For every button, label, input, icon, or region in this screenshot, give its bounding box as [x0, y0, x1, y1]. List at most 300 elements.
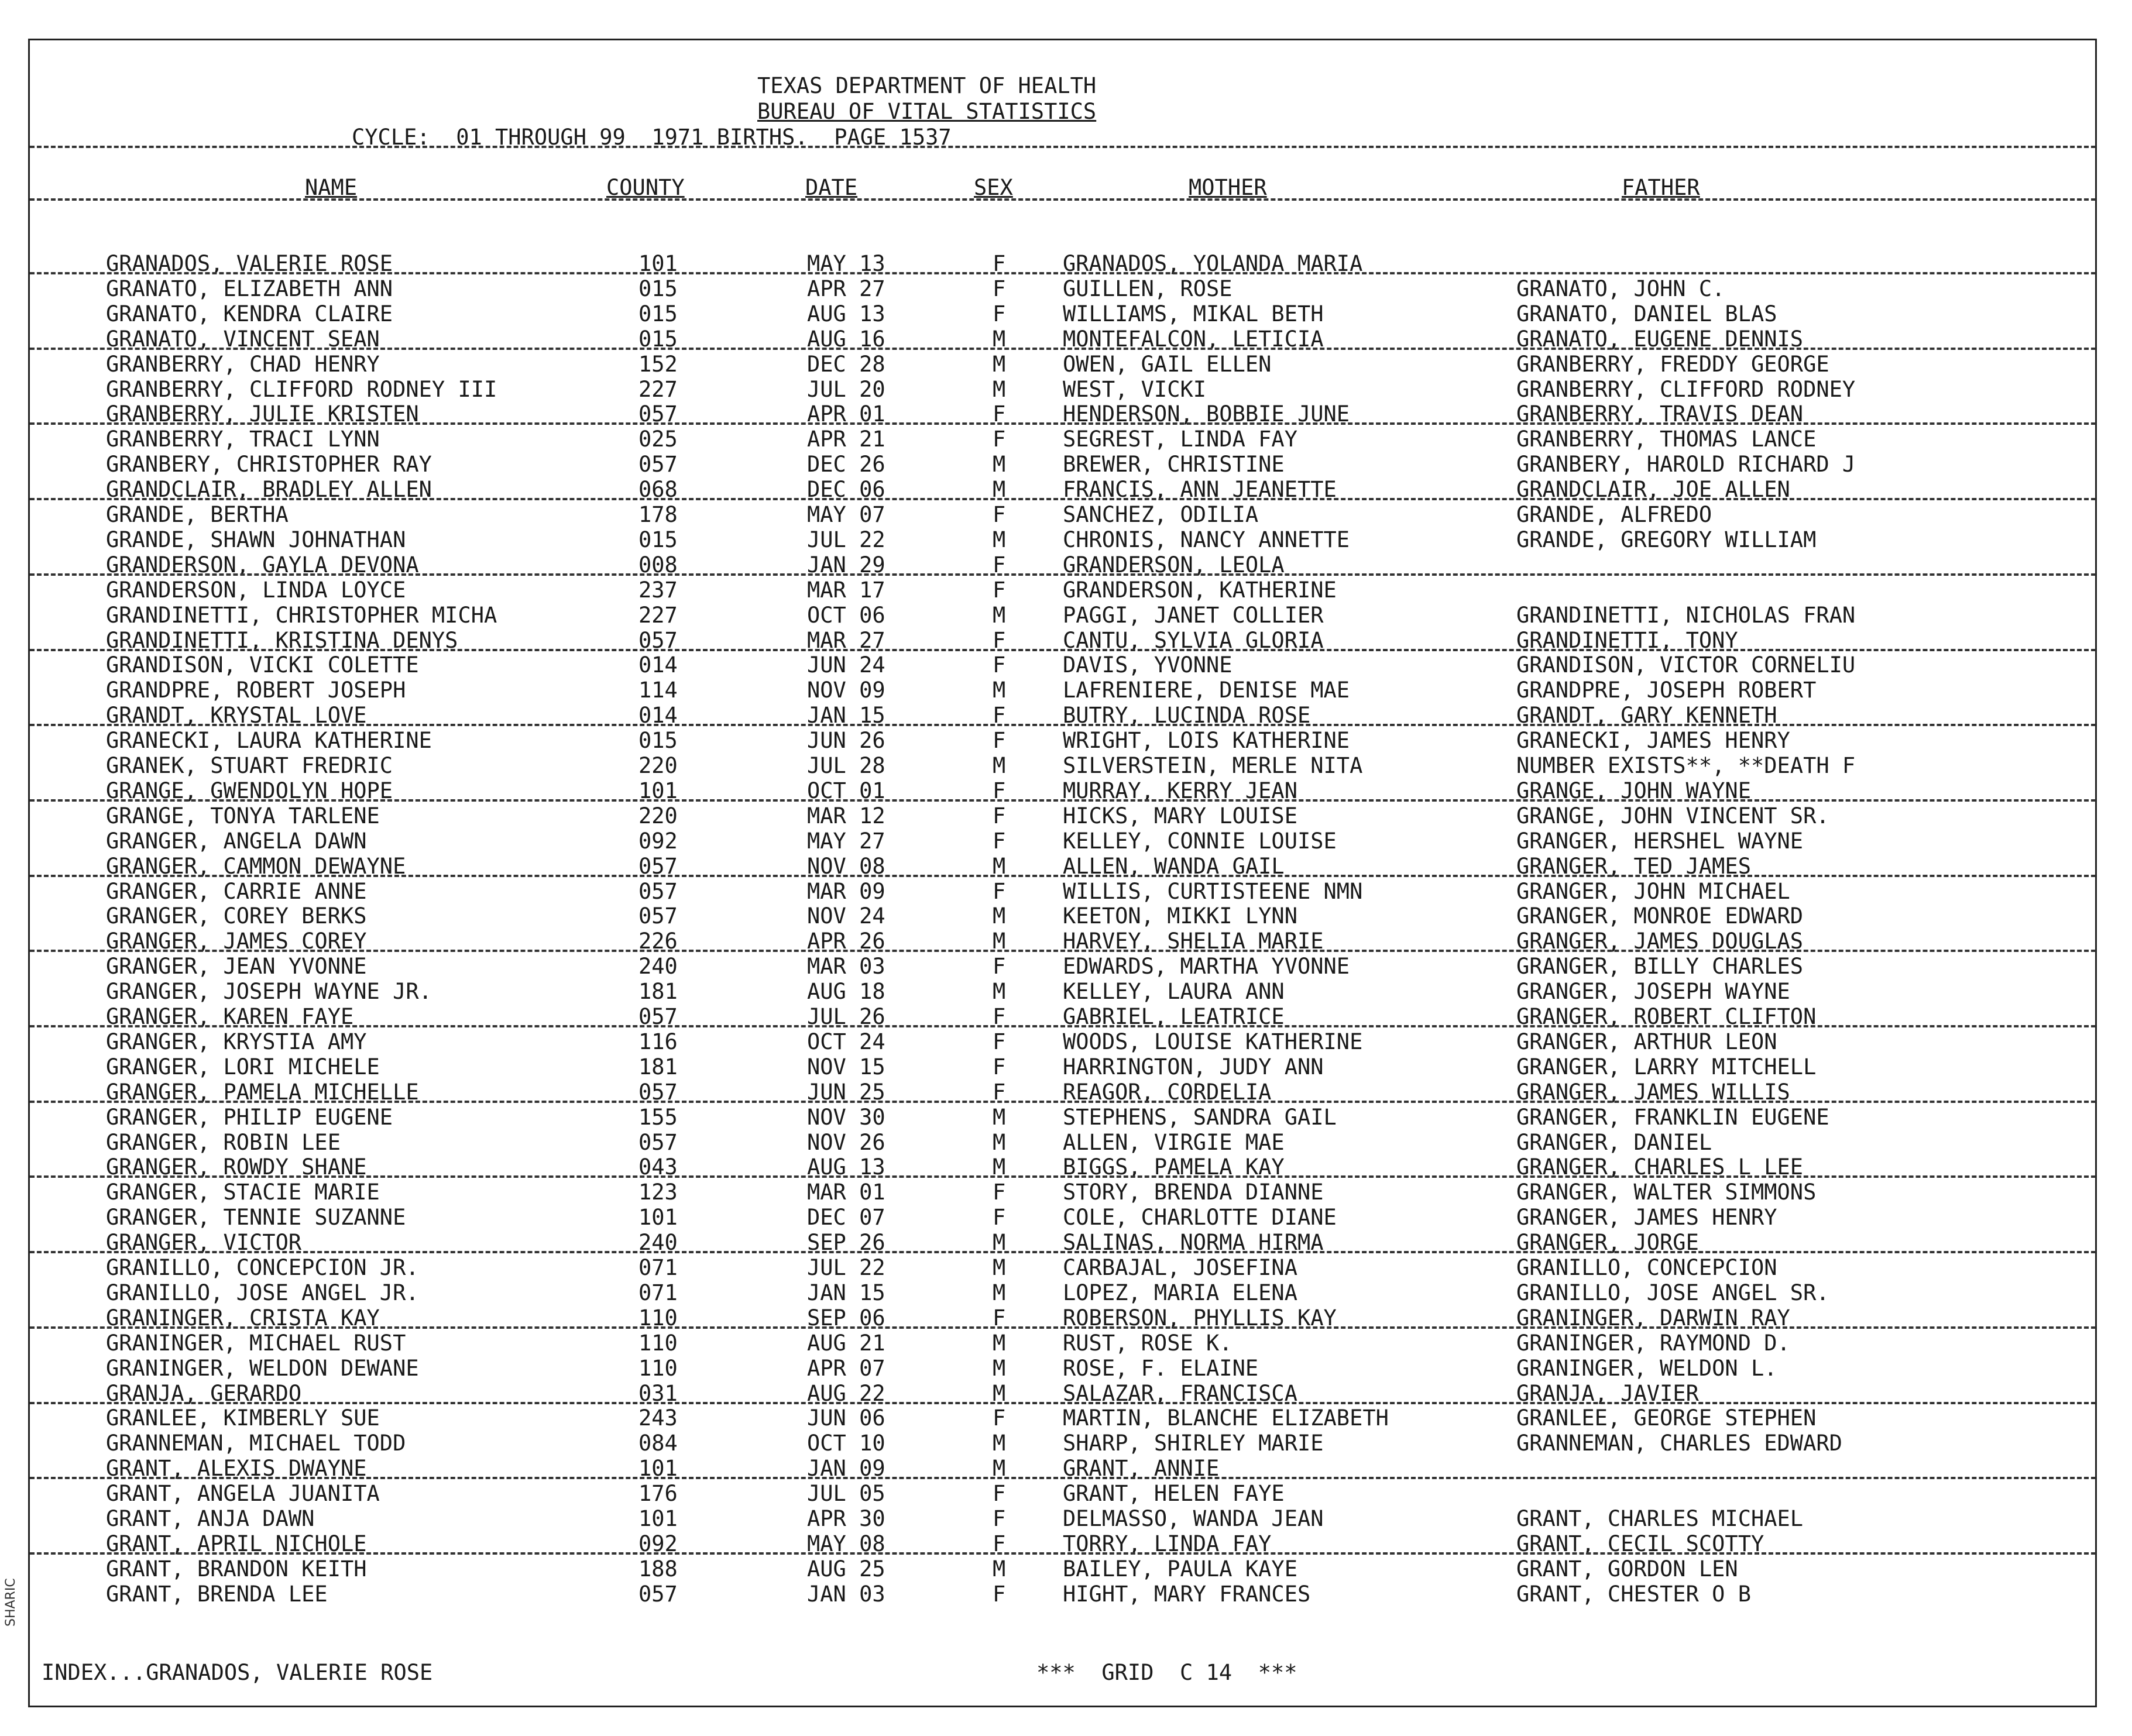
cell-father: GRANGE, JOHN WAYNE [1516, 778, 1751, 803]
cell-county: 043 [638, 1154, 678, 1180]
cell-sex: M [993, 1431, 1006, 1456]
cell-county: 057 [638, 1004, 678, 1029]
cell-mother: WILLIS, CURTISTEENE NMN [1063, 878, 1363, 904]
cell-father: GRANGER, BILLY CHARLES [1516, 954, 1804, 979]
cell-name: GRANJA, GERARDO [106, 1380, 302, 1406]
cell-county: 015 [638, 301, 678, 326]
cell-sex: F [993, 1180, 1006, 1205]
cell-county: 227 [638, 602, 678, 628]
cell-name: GRANGER, TENNIE SUZANNE [106, 1205, 406, 1230]
cell-county: 123 [638, 1180, 678, 1205]
cell-mother: HENDERSON, BOBBIE JUNE [1063, 401, 1350, 427]
cell-sex: F [993, 251, 1006, 276]
cell-name: GRANATO, KENDRA CLAIRE [106, 301, 393, 326]
cell-sex: F [993, 878, 1006, 904]
cell-father: GRANATO, DANIEL BLAS [1516, 301, 1777, 326]
row-separator [30, 1251, 2096, 1253]
cell-father: GRANT, CHESTER O B [1516, 1581, 1751, 1607]
cell-date: MAY 13 [807, 251, 885, 276]
cell-date: MAR 17 [807, 577, 885, 603]
cell-date: APR 30 [807, 1506, 885, 1531]
record-sheet [28, 39, 2097, 1707]
cell-father: GRANT, CHARLES MICHAEL [1516, 1506, 1804, 1531]
cell-date: NOV 30 [807, 1104, 885, 1130]
column-header-county: COUNTY [606, 175, 685, 200]
cell-father: GRANLEE, GEORGE STEPHEN [1516, 1405, 1817, 1431]
cell-mother: HARVEY, SHELIA MARIE [1063, 929, 1324, 954]
cell-date: JAN 03 [807, 1581, 885, 1607]
table-row [30, 1105, 2099, 1130]
cell-date: JUN 06 [807, 1405, 885, 1431]
cell-date: APR 21 [807, 427, 885, 452]
cell-county: 071 [638, 1255, 678, 1280]
cell-name: GRANT, APRIL NICHOLE [106, 1531, 367, 1556]
cell-county: 220 [638, 803, 678, 829]
cell-name: GRANGER, CARRIE ANNE [106, 878, 367, 904]
cell-mother: STORY, BRENDA DIANNE [1063, 1180, 1324, 1205]
row-separator [30, 724, 2096, 726]
cell-sex: F [993, 1029, 1006, 1054]
cell-date: JUL 05 [807, 1481, 885, 1507]
cell-sex: M [993, 1154, 1006, 1180]
cell-county: 015 [638, 728, 678, 754]
cell-name: GRANBERRY, CHAD HENRY [106, 351, 380, 377]
cell-mother: ROSE, F. ELAINE [1063, 1355, 1259, 1381]
cell-mother: STEPHENS, SANDRA GAIL [1063, 1104, 1337, 1130]
cell-mother: CHRONIS, NANCY ANNETTE [1063, 527, 1350, 552]
cell-date: JUL 22 [807, 527, 885, 552]
cell-mother: PAGGI, JANET COLLIER [1063, 602, 1324, 628]
cell-sex: F [993, 427, 1006, 452]
cell-mother: SALAZAR, FRANCISCA [1063, 1380, 1297, 1406]
cell-sex: M [993, 376, 1006, 402]
table-row [30, 1356, 2099, 1381]
cell-mother: MARTIN, BLANCHE ELIZABETH [1063, 1405, 1389, 1431]
cell-father: GRANATO, EUGENE DENNIS [1516, 326, 1804, 352]
cell-name: GRANDERSON, LINDA LOYCE [106, 577, 406, 603]
cell-mother: ALLEN, WANDA GAIL [1063, 853, 1285, 879]
table-row [30, 577, 2099, 603]
cell-mother: TORRY, LINDA FAY [1063, 1531, 1272, 1556]
cell-name: GRANECKI, LAURA KATHERINE [106, 728, 432, 754]
cell-name: GRANILLO, CONCEPCION JR. [106, 1255, 419, 1280]
table-row [30, 377, 2099, 402]
cell-date: APR 27 [807, 276, 885, 301]
cell-sex: M [993, 1330, 1006, 1356]
cell-county: 092 [638, 1531, 678, 1556]
cell-date: OCT 10 [807, 1431, 885, 1456]
cell-father: GRANGER, WALTER SIMMONS [1516, 1180, 1817, 1205]
side-label: SHARIC [4, 1578, 18, 1627]
cell-date: DEC 06 [807, 477, 885, 503]
cell-sex: M [993, 929, 1006, 954]
table-row [30, 1180, 2099, 1205]
cell-father: GRANDE, ALFREDO [1516, 502, 1712, 527]
table-row [30, 427, 2099, 452]
cell-mother: WRIGHT, LOIS KATHERINE [1063, 728, 1350, 754]
row-separator [30, 1101, 2096, 1103]
agency-title: TEXAS DEPARTMENT OF HEALTH [757, 73, 1097, 98]
cell-date: MAR 01 [807, 1180, 885, 1205]
cell-father: GRANILLO, JOSE ANGEL SR. [1516, 1280, 1829, 1305]
cell-father: GRANGER, ARTHUR LEON [1516, 1029, 1777, 1054]
cell-mother: LAFRENIERE, DENISE MAE [1063, 678, 1350, 703]
row-separator [30, 799, 2096, 802]
cell-name: GRANGER, JOSEPH WAYNE JR. [106, 979, 432, 1005]
cell-sex: F [993, 627, 1006, 653]
cell-county: 188 [638, 1556, 678, 1582]
row-separator [30, 1025, 2096, 1027]
column-header-sex: SEX [974, 175, 1013, 200]
cell-mother: DELMASSO, WANDA JEAN [1063, 1506, 1324, 1531]
cell-mother: LOPEZ, MARIA ELENA [1063, 1280, 1297, 1305]
cell-county: 155 [638, 1104, 678, 1130]
cell-name: GRANINGER, WELDON DEWANE [106, 1355, 419, 1381]
cell-sex: M [993, 678, 1006, 703]
cell-name: GRANILLO, JOSE ANGEL JR. [106, 1280, 419, 1305]
cell-county: 008 [638, 552, 678, 577]
cell-mother: BUTRY, LUCINDA ROSE [1063, 703, 1311, 728]
cell-sex: F [993, 1305, 1006, 1331]
cell-father: GRANDINETTI, NICHOLAS FRAN [1516, 602, 1856, 628]
cell-father: GRANGE, JOHN VINCENT SR. [1516, 803, 1829, 829]
cell-county: 178 [638, 502, 678, 527]
cell-name: GRANGER, COREY BERKS [106, 903, 367, 929]
cell-sex: F [993, 803, 1006, 829]
cell-county: 101 [638, 251, 678, 276]
cell-sex: F [993, 652, 1006, 678]
cell-sex: M [993, 1456, 1006, 1481]
cell-county: 237 [638, 577, 678, 603]
cell-mother: CARBAJAL, JOSEFINA [1063, 1255, 1297, 1280]
table-row [30, 1556, 2099, 1582]
cell-father: GRANDPRE, JOSEPH ROBERT [1516, 678, 1817, 703]
cell-sex: M [993, 979, 1006, 1005]
cell-mother: WOODS, LOUISE KATHERINE [1063, 1029, 1363, 1054]
row-separator [30, 1402, 2096, 1404]
table-row [30, 502, 2099, 527]
cell-mother: BIGGS, PAMELA KAY [1063, 1154, 1285, 1180]
cell-county: 014 [638, 703, 678, 728]
cell-sex: F [993, 1004, 1006, 1029]
table-row [30, 954, 2099, 979]
cell-name: GRANBERY, CHRISTOPHER RAY [106, 452, 432, 477]
cell-mother: GABRIEL, LEATRICE [1063, 1004, 1285, 1029]
cell-mother: HICKS, MARY LOUISE [1063, 803, 1297, 829]
cell-mother: GRANDERSON, LEOLA [1063, 552, 1285, 577]
cell-mother: EDWARDS, MARTHA YVONNE [1063, 954, 1350, 979]
cell-father: GRANBERY, HAROLD RICHARD J [1516, 452, 1856, 477]
table-row [30, 1054, 2099, 1080]
cell-father: GRANGER, JORGE [1516, 1230, 1699, 1256]
cell-date: NOV 15 [807, 1054, 885, 1080]
cell-name: GRANGER, KRYSTIA AMY [106, 1029, 367, 1054]
cell-date: OCT 06 [807, 602, 885, 628]
cell-county: 092 [638, 828, 678, 854]
cell-name: GRANGER, PHILIP EUGENE [106, 1104, 393, 1130]
cell-name: GRANT, ANGELA JUANITA [106, 1481, 380, 1507]
cell-name: GRANDPRE, ROBERT JOSEPH [106, 678, 406, 703]
cell-sex: F [993, 778, 1006, 803]
cell-date: JUL 20 [807, 376, 885, 402]
cell-father: GRANDT, GARY KENNETH [1516, 703, 1777, 728]
cell-county: 181 [638, 979, 678, 1005]
row-separator [30, 348, 2096, 350]
cell-mother: GRANT, ANNIE [1063, 1456, 1220, 1481]
cell-county: 110 [638, 1330, 678, 1356]
cell-mother: SALINAS, NORMA HIRMA [1063, 1230, 1324, 1256]
cell-name: GRANINGER, MICHAEL RUST [106, 1330, 406, 1356]
cell-name: GRANGER, JEAN YVONNE [106, 954, 367, 979]
cell-county: 116 [638, 1029, 678, 1054]
cell-sex: F [993, 1581, 1006, 1607]
cell-county: 015 [638, 527, 678, 552]
cell-sex: M [993, 602, 1006, 628]
row-separator [30, 1477, 2096, 1479]
row-separator [30, 573, 2096, 576]
cell-name: GRANDCLAIR, BRADLEY ALLEN [106, 477, 432, 503]
cell-county: 071 [638, 1280, 678, 1305]
table-row [30, 1506, 2099, 1531]
row-separator [30, 422, 2096, 425]
cell-mother: BREWER, CHRISTINE [1063, 452, 1285, 477]
cell-date: AUG 22 [807, 1380, 885, 1406]
cell-date: JUL 22 [807, 1255, 885, 1280]
cell-date: JAN 15 [807, 1280, 885, 1305]
table-row [30, 276, 2099, 301]
cell-name: GRANT, ALEXIS DWAYNE [106, 1456, 367, 1481]
cell-sex: M [993, 1380, 1006, 1406]
cell-sex: F [993, 1205, 1006, 1230]
cell-mother: KEETON, MIKKI LYNN [1063, 903, 1297, 929]
cell-mother: WEST, VICKI [1063, 376, 1207, 402]
cell-county: 110 [638, 1355, 678, 1381]
cell-name: GRANBERRY, CLIFFORD RODNEY III [106, 376, 497, 402]
cell-father: GRANGER, CHARLES L LEE [1516, 1154, 1804, 1180]
row-separator [30, 272, 2096, 274]
cell-mother: GRANDERSON, KATHERINE [1063, 577, 1337, 603]
cell-sex: M [993, 853, 1006, 879]
cell-father: GRANGER, JOHN MICHAEL [1516, 878, 1790, 904]
cell-father: GRANT, CECIL SCOTTY [1516, 1531, 1764, 1556]
cell-date: JUN 24 [807, 652, 885, 678]
cell-name: GRANATO, ELIZABETH ANN [106, 276, 393, 301]
cell-mother: DAVIS, YVONNE [1063, 652, 1232, 678]
cell-father: GRANGER, HERSHEL WAYNE [1516, 828, 1804, 854]
cell-father: GRANDCLAIR, JOE ALLEN [1516, 477, 1790, 503]
cell-father: GRANDINETTI, TONY [1516, 627, 1738, 653]
cell-name: GRANLEE, KIMBERLY SUE [106, 1405, 380, 1431]
cell-sex: F [993, 1054, 1006, 1080]
cell-sex: F [993, 502, 1006, 527]
cell-sex: F [993, 1506, 1006, 1531]
cell-father: GRANGER, ROBERT CLIFTON [1516, 1004, 1817, 1029]
cell-father: GRANGER, TED JAMES [1516, 853, 1751, 879]
cell-date: APR 26 [807, 929, 885, 954]
cell-county: 152 [638, 351, 678, 377]
cell-name: GRANDERSON, GAYLA DEVONA [106, 552, 419, 577]
cell-mother: WILLIAMS, MIKAL BETH [1063, 301, 1324, 326]
row-separator [30, 498, 2096, 500]
cell-name: GRANEK, STUART FREDRIC [106, 753, 393, 778]
cell-date: MAR 09 [807, 878, 885, 904]
cell-county: 015 [638, 276, 678, 301]
cell-sex: F [993, 1481, 1006, 1507]
cell-mother: SANCHEZ, ODILIA [1063, 502, 1259, 527]
cell-sex: M [993, 351, 1006, 377]
table-row [30, 903, 2099, 929]
cell-sex: F [993, 577, 1006, 603]
cell-date: NOV 26 [807, 1129, 885, 1155]
cell-sex: F [993, 828, 1006, 854]
cell-date: AUG 16 [807, 326, 885, 352]
row-separator [30, 1175, 2096, 1178]
cell-sex: F [993, 728, 1006, 754]
cell-mother: GRANADOS, YOLANDA MARIA [1063, 251, 1363, 276]
table-row [30, 652, 2099, 678]
cell-sex: M [993, 1230, 1006, 1256]
cell-date: APR 07 [807, 1355, 885, 1381]
cell-date: JUL 28 [807, 753, 885, 778]
cell-mother: ROBERSON, PHYLLIS KAY [1063, 1305, 1337, 1331]
cell-mother: MURRAY, KERRY JEAN [1063, 778, 1297, 803]
cell-father: GRANJA, JAVIER [1516, 1380, 1699, 1406]
table-row [30, 452, 2099, 477]
cell-name: GRANATO, VINCENT SEAN [106, 326, 380, 352]
cell-father: GRANDE, GREGORY WILLIAM [1516, 527, 1817, 552]
cell-county: 025 [638, 427, 678, 452]
cell-date: MAR 12 [807, 803, 885, 829]
cell-mother: OWEN, GAIL ELLEN [1063, 351, 1272, 377]
cell-father: GRANINGER, WELDON L. [1516, 1355, 1777, 1381]
cell-father: GRANILLO, CONCEPCION [1516, 1255, 1777, 1280]
table-row [30, 1205, 2099, 1230]
cell-county: 057 [638, 1581, 678, 1607]
cell-father: GRANGER, JAMES HENRY [1516, 1205, 1777, 1230]
table-row [30, 352, 2099, 377]
cell-date: JAN 09 [807, 1456, 885, 1481]
cell-mother: BAILEY, PAULA KAYE [1063, 1556, 1297, 1582]
cell-name: GRANDISON, VICKI COLETTE [106, 652, 419, 678]
cell-date: NOV 24 [807, 903, 885, 929]
bureau-title: BUREAU OF VITAL STATISTICS [757, 99, 1097, 124]
table-row [30, 1331, 2099, 1356]
table-row [30, 527, 2099, 552]
row-separator [30, 649, 2096, 651]
cell-sex: M [993, 527, 1006, 552]
cell-name: GRANINGER, CRISTA KAY [106, 1305, 380, 1331]
cell-father: GRANGER, JAMES WILLIS [1516, 1079, 1790, 1105]
table-row [30, 1431, 2099, 1456]
cell-sex: M [993, 903, 1006, 929]
cell-county: 227 [638, 376, 678, 402]
row-separator [30, 1552, 2096, 1555]
cell-mother: REAGOR, CORDELIA [1063, 1079, 1272, 1105]
cell-county: 031 [638, 1380, 678, 1406]
row-separator [30, 950, 2096, 952]
cell-mother: MONTEFALCON, LETICIA [1063, 326, 1324, 352]
cell-date: AUG 18 [807, 979, 885, 1005]
cell-sex: M [993, 452, 1006, 477]
cell-sex: F [993, 1405, 1006, 1431]
cell-name: GRANNEMAN, MICHAEL TODD [106, 1431, 406, 1456]
cell-mother: HIGHT, MARY FRANCES [1063, 1581, 1311, 1607]
table-row [30, 1029, 2099, 1054]
cell-date: SEP 06 [807, 1305, 885, 1331]
column-header-date: DATE [805, 175, 858, 200]
table-row [30, 1130, 2099, 1155]
cell-date: SEP 26 [807, 1230, 885, 1256]
cell-father: GRANBERRY, TRAVIS DEAN [1516, 401, 1804, 427]
cell-date: MAR 27 [807, 627, 885, 653]
cell-date: DEC 07 [807, 1205, 885, 1230]
cell-mother: SHARP, SHIRLEY MARIE [1063, 1431, 1324, 1456]
table-row [30, 678, 2099, 703]
cell-date: NOV 09 [807, 678, 885, 703]
cell-name: GRANGER, JAMES COREY [106, 929, 367, 954]
row-separator [30, 875, 2096, 877]
cell-father: GRANNEMAN, CHARLES EDWARD [1516, 1431, 1842, 1456]
cell-sex: M [993, 1129, 1006, 1155]
cell-name: GRANBERRY, TRACI LYNN [106, 427, 380, 452]
cell-sex: F [993, 703, 1006, 728]
cell-name: GRANBERRY, JULIE KRISTEN [106, 401, 419, 427]
row-separator [30, 1326, 2096, 1329]
cell-name: GRANGER, VICTOR [106, 1230, 302, 1256]
cell-mother: SEGREST, LINDA FAY [1063, 427, 1297, 452]
cell-county: 057 [638, 401, 678, 427]
table-row [30, 803, 2099, 829]
table-row [30, 301, 2099, 326]
cell-county: 240 [638, 954, 678, 979]
cell-mother: COLE, CHARLOTTE DIANE [1063, 1205, 1337, 1230]
cell-name: GRANGER, ANGELA DAWN [106, 828, 367, 854]
cell-sex: M [993, 1104, 1006, 1130]
cell-mother: CANTU, SYLVIA GLORIA [1063, 627, 1324, 653]
table-row [30, 1255, 2099, 1280]
cell-sex: M [993, 477, 1006, 503]
cell-name: GRANGER, ROWDY SHANE [106, 1154, 367, 1180]
cell-date: DEC 28 [807, 351, 885, 377]
cell-father: GRANECKI, JAMES HENRY [1516, 728, 1790, 754]
cell-father: GRANBERRY, CLIFFORD RODNEY [1516, 376, 1856, 402]
cell-county: 114 [638, 678, 678, 703]
cell-date: AUG 21 [807, 1330, 885, 1356]
cell-name: GRANDE, SHAWN JOHNATHAN [106, 527, 406, 552]
cell-mother: KELLEY, LAURA ANN [1063, 979, 1285, 1005]
cell-sex: F [993, 552, 1006, 577]
table-row [30, 1405, 2099, 1431]
cell-county: 220 [638, 753, 678, 778]
cell-date: MAY 07 [807, 502, 885, 527]
cell-name: GRANGER, PAMELA MICHELLE [106, 1079, 419, 1105]
cell-father: GRANGER, JAMES DOUGLAS [1516, 929, 1804, 954]
cell-county: 057 [638, 1079, 678, 1105]
cell-mother: RUST, ROSE K. [1063, 1330, 1232, 1356]
cell-date: JAN 29 [807, 552, 885, 577]
cell-date: JUL 26 [807, 1004, 885, 1029]
cell-name: GRANDE, BERTHA [106, 502, 289, 527]
column-header-father: FATHER [1622, 175, 1700, 200]
table-row [30, 753, 2099, 778]
header-rule [30, 146, 2096, 148]
cell-father: NUMBER EXISTS**, **DEATH F [1516, 753, 1856, 778]
cell-father: GRANATO, JOHN C. [1516, 276, 1725, 301]
cell-county: 014 [638, 652, 678, 678]
table-row [30, 879, 2099, 904]
table-row [30, 979, 2099, 1004]
cell-county: 101 [638, 1506, 678, 1531]
